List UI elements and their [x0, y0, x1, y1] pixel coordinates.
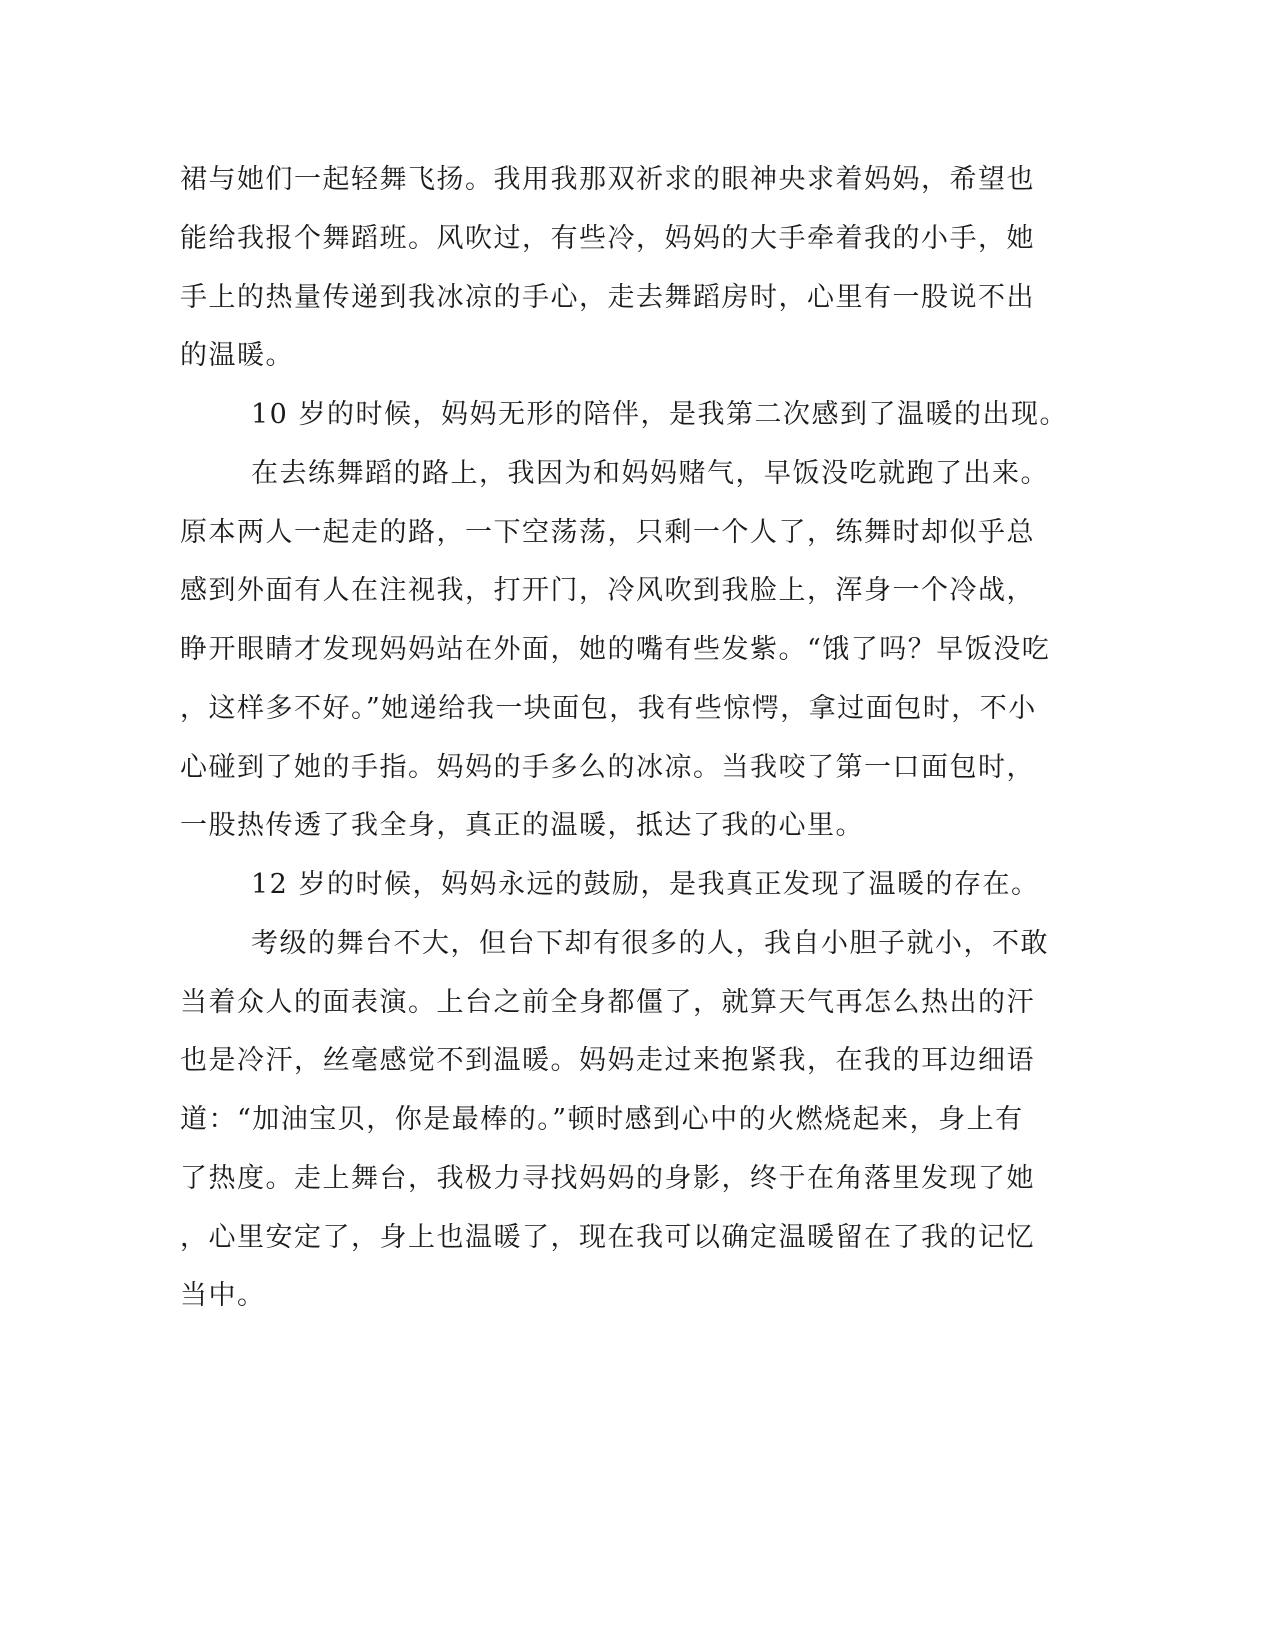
text-line: 感到外面有人在注视我，打开门，冷风吹到我脸上，浑身一个冷战，: [180, 575, 1035, 606]
text-line: 一股热传透了我全身，真正的温暖，抵达了我的心里。: [180, 810, 864, 841]
text-line: 了热度。走上舞台，我极力寻找妈妈的身影，终于在角落里发现了她: [180, 1163, 1035, 1194]
text-line: 在去练舞蹈的路上，我因为和妈妈赌气，早饭没吃就跑了出来。: [251, 458, 1049, 489]
text-line: 10 岁的时候，妈妈无形的陪伴，是我第二次感到了温暖的出现。: [251, 399, 1068, 430]
text-line: 手上的热量传递到我冰凉的手心，走去舞蹈房时，心里有一股说不出: [180, 282, 1035, 313]
text-line: 当着众人的面表演。上台之前全身都僵了，就算天气再怎么热出的汗: [180, 987, 1035, 1018]
text-line: 心碰到了她的手指。妈妈的手多么的冰凉。当我咬了第一口面包时，: [180, 752, 1035, 783]
text-line: 考级的舞台不大，但台下却有很多的人，我自小胆子就小，不敢: [251, 928, 1049, 959]
text-line: 能给我报个舞蹈班。风吹过，有些冷，妈妈的大手牵着我的小手，她: [180, 223, 1035, 254]
text-line: 原本两人一起走的路，一下空荡荡，只剩一个人了，练舞时却似乎总: [180, 517, 1035, 548]
text-line: 裙与她们一起轻舞飞扬。我用我那双祈求的眼神央求着妈妈，希望也: [180, 164, 1035, 195]
text-line: 12 岁的时候，妈妈永远的鼓励，是我真正发现了温暖的存在。: [251, 869, 1040, 900]
text-line: 睁开眼睛才发现妈妈站在外面，她的嘴有些发紫。“饿了吗？早饭没吃: [180, 634, 1051, 665]
text-line: 道：“加油宝贝，你是最棒的。”顿时感到心中的火燃烧起来，身上有: [180, 1104, 1024, 1135]
text-line: ，心里安定了，身上也温暖了，现在我可以确定温暖留在了我的记忆: [180, 1222, 1035, 1253]
text-line: 当中。: [180, 1280, 266, 1311]
text-line: ，这样多不好。”她递给我一块面包，我有些惊愕，拿过面包时，不小: [180, 693, 1037, 724]
text-line: 的温暖。: [180, 340, 294, 371]
text-line: 也是冷汗，丝毫感觉不到温暖。妈妈走过来抱紧我，在我的耳边细语: [180, 1045, 1035, 1076]
